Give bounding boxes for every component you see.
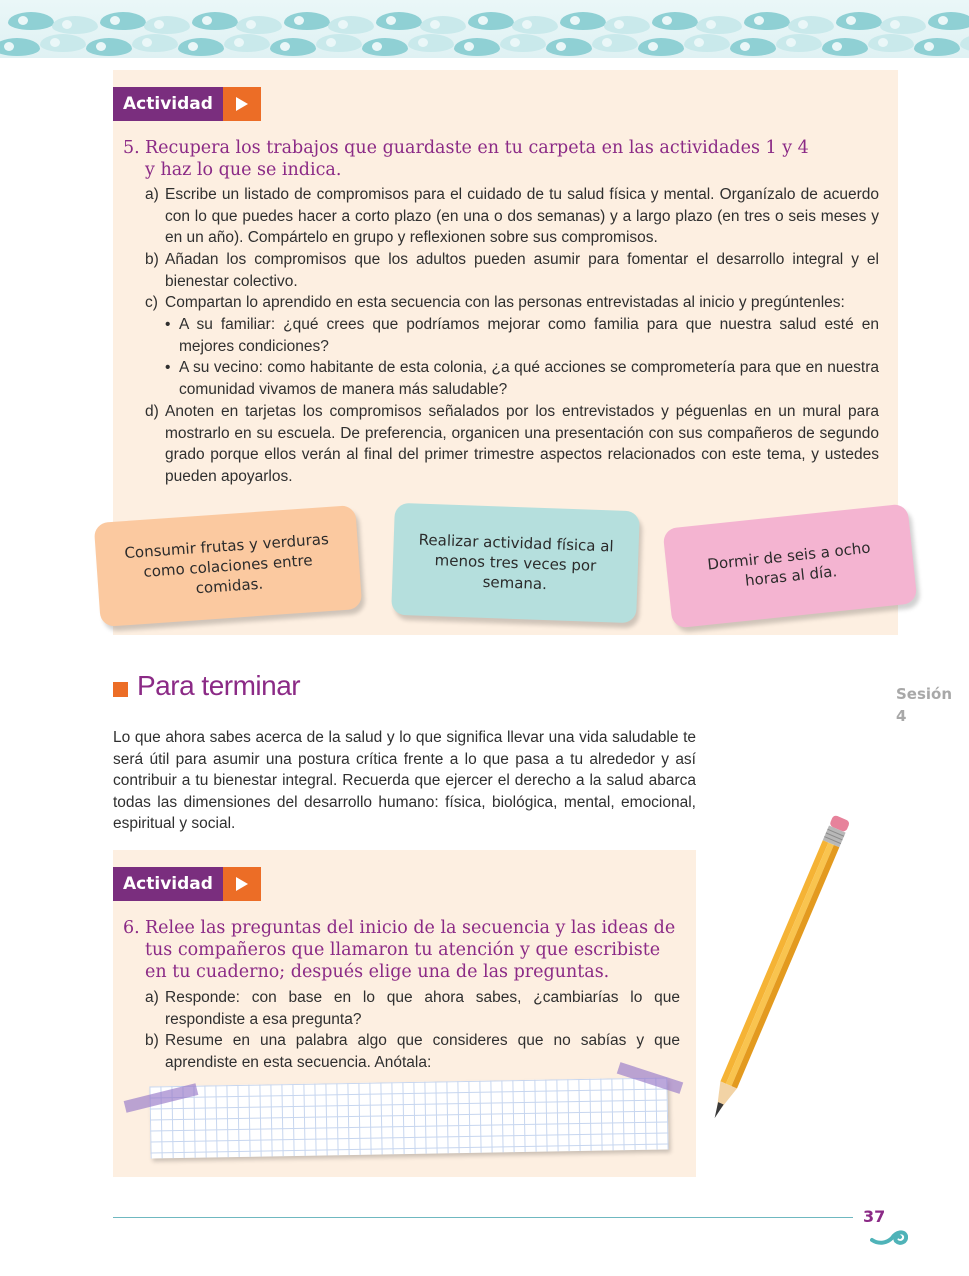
wave-icon: [512, 16, 558, 34]
card-text: Dormir de seis a ocho horas al día.: [706, 538, 872, 590]
wave-icon: [744, 12, 790, 30]
activity-6-number: 6.: [123, 918, 140, 938]
wave-icon: [100, 12, 146, 30]
wave-icon: [730, 38, 776, 56]
wave-icon: [192, 12, 238, 30]
activity-6-title: [123, 917, 693, 983]
item-text: Añadan los compromisos que los adultos pueden asumir para fomentar el desarrollo integral y el bienestar colectivo.: [165, 251, 879, 290]
activity-5-title: [123, 137, 823, 181]
activity-tag: [113, 87, 261, 121]
item-text: Anoten en tarjetas los compromisos señalados por los entrevistados y péguenlas en un mural para mostrarlo en su escuela. De preferencia, organicen una presentación con sus compañeros de segundo grado porque ellos verán al final del primer trimestre aspectos relacionados con este tema, y ustedes pueden apoyarlos.: [165, 403, 879, 485]
item-text: Resume en una palabra algo que consideres que no sabías y que aprendiste en esta secuencia. Anótala:: [165, 1032, 680, 1071]
activity-tag-label: Actividad: [113, 867, 223, 901]
item-letter: b): [145, 1032, 159, 1049]
wave-icon: [880, 16, 926, 34]
note-card-fruits: [94, 505, 363, 627]
decorative-wave-border: [0, 0, 969, 58]
section-title: Para terminar: [137, 670, 301, 701]
item-text: Compartan lo aprendido en esta secuencia con las personas entrevistadas al inicio y pregúntenles:: [165, 294, 845, 311]
session-number: 4: [896, 707, 907, 725]
wave-icon: [560, 12, 606, 30]
wave-icon: [8, 12, 54, 30]
list-item-b: [145, 1030, 680, 1073]
grid-paper-answer-area[interactable]: [149, 1077, 668, 1158]
activity-6-title-line: Relee las preguntas del inicio de la secuencia y las ideas de: [145, 918, 676, 938]
wave-icon: [836, 12, 882, 30]
wave-icon: [638, 38, 684, 56]
bullet-text: A su familiar: ¿qué crees que podríamos mejorar como familia para que nuestra salud esté en mejores condiciones?: [179, 316, 879, 355]
wave-icon: [592, 34, 638, 52]
wave-icon: [0, 38, 40, 56]
activity-5-title-line1: Recupera los trabajos que guardaste en tu carpeta en las actividades 1 y 4: [145, 138, 809, 158]
wave-icon: [132, 34, 178, 52]
wave-icon: [500, 34, 546, 52]
wave-icon: [52, 16, 98, 34]
footer-rule: [113, 1217, 853, 1218]
wave-icon: [420, 16, 466, 34]
item-text: Escribe un listado de compromisos para el cuidado de tu salud física y mental. Organízalo de acuerdo con lo que puedes hacer a corto plazo (en una o dos semanas) y a largo plazo (en tres o seis meses y en un año). Compártelo en grupo y reflexionen sobre sus compromisos.: [165, 186, 879, 247]
wave-icon: [652, 12, 698, 30]
wave-icon: [376, 12, 422, 30]
wave-icon: [604, 16, 650, 34]
play-triangle-icon: [223, 87, 261, 121]
activity-6-title-line: tus compañeros que llamaron tu atención y que escribiste: [145, 940, 661, 960]
play-triangle-icon: [223, 867, 261, 901]
item-text: Responde: con base en lo que ahora sabes, ¿cambiarías lo que respondiste a esa pregunta?: [165, 989, 680, 1028]
wave-icon: [40, 34, 86, 52]
wave-icon: [696, 16, 742, 34]
wave-icon: [270, 38, 316, 56]
wave-icon: [144, 16, 190, 34]
wave-icon: [454, 38, 500, 56]
wave-swirl-icon: [870, 1224, 908, 1246]
item-letter: a): [145, 989, 159, 1006]
wave-icon: [362, 38, 408, 56]
page-number: 37: [863, 1207, 886, 1226]
list-item-d: [145, 401, 879, 487]
card-text: Consumir frutas y verduras como colaciones entre comidas.: [123, 529, 330, 598]
note-card-activity: [391, 503, 640, 623]
wave-icon: [316, 34, 362, 52]
pencil-illustration: [712, 808, 862, 1158]
activity-tag: [113, 867, 261, 901]
list-item-b: [145, 249, 879, 292]
wave-icon: [776, 34, 822, 52]
item-letter: a): [145, 186, 159, 203]
activity-6-title-line: en tu cuaderno; después elige una de las preguntas.: [145, 962, 610, 982]
wave-icon: [328, 16, 374, 34]
wave-icon: [868, 34, 914, 52]
activity-5-number: 5.: [123, 138, 140, 158]
section-paragraph: Lo que ahora sabes acerca de la salud y lo que significa llevar una vida saludable te será útil para asumir una postura crítica frente a lo que pasa a tu alrededor y así contribuir a tu bienestar integral. Recuerda que ejercer el derecho a la salud abarca todas las dimensiones del desarrollo humano: física, biológica, mental, emocional, espiritual y social.: [113, 729, 696, 833]
wave-icon: [960, 34, 969, 52]
bullet-text: A su vecino: como habitante de esta colonia, ¿a qué acciones se comprometería para que en nuestra comunidad vivamos de manera más saludable?: [179, 359, 879, 398]
list-item-a: [145, 184, 879, 249]
item-letter: c): [145, 294, 158, 311]
wave-icon: [928, 12, 969, 30]
wave-icon: [788, 16, 834, 34]
wave-icon: [684, 34, 730, 52]
wave-icon: [546, 38, 592, 56]
wave-icon: [224, 34, 270, 52]
card-text: Realizar actividad física al menos tres veces por semana.: [418, 530, 614, 594]
bullet-item: • A su vecino: como habitante de esta colonia, ¿a qué acciones se comprometería para que en nuestra comunidad vivamos de manera más saludable?: [165, 357, 879, 400]
wave-icon: [178, 38, 224, 56]
wave-icon: [822, 38, 868, 56]
wave-icon: [468, 12, 514, 30]
wave-icon: [914, 38, 960, 56]
wave-icon: [284, 12, 330, 30]
list-item-a: [145, 987, 680, 1030]
bullet-item: • A su familiar: ¿qué crees que podríamos mejorar como familia para que nuestra salud esté en mejores condiciones?: [165, 314, 879, 357]
wave-icon: [86, 38, 132, 56]
section-marker: [113, 682, 128, 697]
session-word: Sesión: [896, 685, 953, 703]
session-label: [896, 683, 952, 727]
item-letter: b): [145, 251, 159, 268]
list-item-c: [145, 292, 879, 314]
activity-tag-label: Actividad: [113, 87, 223, 121]
item-letter: d): [145, 403, 159, 420]
activity-5-title-line2: y haz lo que se indica.: [145, 160, 342, 180]
wave-icon: [408, 34, 454, 52]
wave-icon: [236, 16, 282, 34]
